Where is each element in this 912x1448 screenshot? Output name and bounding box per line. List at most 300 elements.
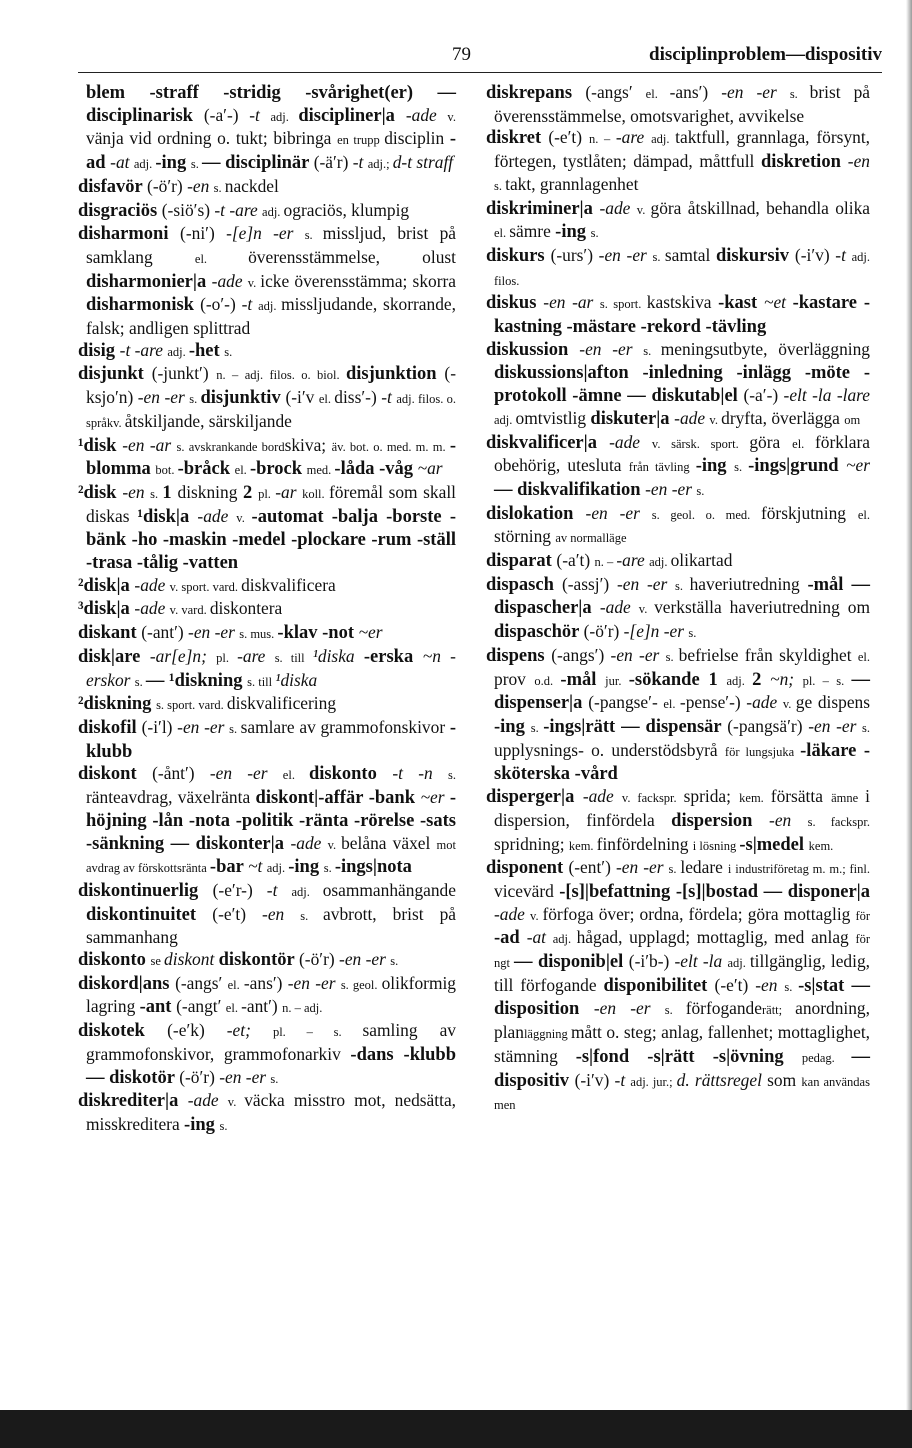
entry-label: v. sport. vard. xyxy=(169,579,242,594)
dictionary-entry xyxy=(78,1090,456,1137)
entry-text: olikformig lagring xyxy=(86,972,456,1017)
entry-label: adj. xyxy=(262,204,284,219)
entry-inflection: -en xyxy=(187,175,214,196)
entry-text: åtskiljande, särskiljande xyxy=(124,410,292,431)
entry-label: s. xyxy=(494,178,506,193)
entry-label: adj. xyxy=(651,132,676,147)
entry-headword: diskussions|afton -inledning -inlägg -möte -protokoll -ämne — diskutab|el xyxy=(494,363,870,407)
entry-text: vicevärd xyxy=(494,880,560,901)
dictionary-entry xyxy=(78,363,456,434)
dictionary-entry xyxy=(78,622,456,646)
entry-inflection: -[e]n -er xyxy=(623,621,689,642)
entry-label: pl. – s. xyxy=(272,1025,363,1040)
entry-headword: — ¹diskning xyxy=(145,670,248,691)
entry-inflection: -[e]n -er xyxy=(226,223,305,244)
entry-text: -ans′) xyxy=(669,82,722,102)
entry-label: el. xyxy=(645,87,670,101)
entry-label: kan användas men xyxy=(494,1074,870,1113)
entry-headword: -mål xyxy=(560,669,606,690)
entry-headword: ²disk|a xyxy=(78,575,135,596)
entry-text: förklara obehörig, utesluta xyxy=(494,431,870,476)
entry-label: el. xyxy=(225,1001,242,1016)
dictionary-entry xyxy=(486,82,870,127)
header-rule xyxy=(78,72,882,73)
entry-inflection: -en -er xyxy=(616,573,676,594)
dictionary-entry xyxy=(486,339,870,432)
entry-text: missljudande, skorrande, falsk; andligen splittrad xyxy=(86,294,456,339)
entry-label: s. sport. xyxy=(599,297,647,312)
entry-inflection: -elt -la xyxy=(674,951,728,972)
entry-headword: -ad xyxy=(86,129,457,174)
entry-label: s. xyxy=(789,87,810,101)
entry-label: adj. xyxy=(270,109,299,124)
entry-headword: disharmonisk xyxy=(86,295,201,316)
entry-text: göra xyxy=(749,431,793,452)
entry-text: (-angt′ xyxy=(176,996,226,1017)
entry-inflection: -en -er xyxy=(808,715,863,736)
entry-headword: -erska xyxy=(363,646,423,667)
scan-bottom-bar xyxy=(0,1410,912,1448)
entry-headword: diskurs xyxy=(486,245,551,266)
entry-headword: -låda -våg xyxy=(334,459,418,480)
running-title: disciplinproblem—dispositiv xyxy=(649,44,882,65)
entry-label: pl. xyxy=(216,650,238,665)
entry-headword: -bråck xyxy=(177,459,235,480)
entry-headword: dislokation xyxy=(486,503,586,524)
entry-headword: ²disk xyxy=(78,482,123,503)
entry-text: olikartad xyxy=(670,550,733,571)
entry-label: s. till xyxy=(247,674,276,689)
entry-inflection: -ade xyxy=(609,431,652,452)
entry-text: (-ånt′) xyxy=(152,763,210,784)
dictionary-entry xyxy=(78,200,456,224)
entry-label: s. xyxy=(300,908,324,923)
entry-label: el. xyxy=(857,507,870,522)
entry-label: för xyxy=(855,908,871,923)
entry-label: om xyxy=(844,412,861,427)
left-column xyxy=(78,82,456,1138)
entry-label: s. xyxy=(590,226,599,241)
entry-label: för ngt xyxy=(494,932,871,971)
entry-text: förskjutning xyxy=(760,502,858,523)
entry-headword: diskriminer|a xyxy=(486,198,600,219)
entry-inflection: -are xyxy=(616,550,650,571)
entry-inflection: -en -er xyxy=(137,387,190,408)
scan-edge-shadow xyxy=(906,0,912,1410)
entry-text: (-a′t) xyxy=(556,550,595,571)
entry-headword: disgraciös xyxy=(78,200,162,221)
entry-text: föremål som skall diskas xyxy=(86,481,456,526)
entry-text: (-i′b-) xyxy=(628,951,675,972)
entry-headword: -ings|grund xyxy=(748,456,847,477)
entry-headword: -s|stat — disposition xyxy=(494,975,870,1020)
entry-text: (-e′k) xyxy=(167,1020,227,1041)
entry-text: (-e′t) xyxy=(548,127,589,148)
entry-label: s. xyxy=(229,721,241,736)
entry-text: (-ö′r) xyxy=(179,1066,220,1087)
entry-text: (-ä′r) xyxy=(313,152,353,173)
entry-headword: diskretion xyxy=(761,152,848,173)
entry-label: v. xyxy=(327,837,342,852)
entry-headword: diskret xyxy=(486,128,549,149)
entry-label: med. xyxy=(306,463,335,478)
entry-inflection: ~er xyxy=(420,787,450,808)
entry-text: -pense′-) xyxy=(679,692,747,713)
entry-text: finfördelning xyxy=(596,833,693,854)
entry-text: -ans′) xyxy=(243,972,288,993)
entry-label: adj. xyxy=(727,956,750,971)
entry-inflection: ~n -erskor xyxy=(86,645,456,690)
entry-label: adj. xyxy=(494,412,516,427)
entry-inflection: -en xyxy=(122,481,151,502)
entry-inflection: -ade xyxy=(674,407,710,428)
entry-text: upplysnings- o. understödsbyrå xyxy=(494,739,725,760)
entry-headword: diskursiv xyxy=(715,245,795,266)
entry-text: störning xyxy=(494,526,556,547)
entry-label: mot avdrag av förskottsränta xyxy=(86,837,456,876)
entry-headword: -kast xyxy=(718,293,765,314)
entry-text: anordning, plan xyxy=(494,998,870,1043)
entry-inflection: -ar xyxy=(275,481,303,502)
entry-headword: diskord|ans xyxy=(78,973,176,994)
entry-text: ränteavdrag, växelränta xyxy=(86,787,256,808)
entry-label: av normalläge xyxy=(555,531,627,546)
entry-label: adj. xyxy=(258,299,282,314)
entry-text: (-ant′) xyxy=(141,622,189,643)
entry-text: (-ö′r) xyxy=(147,175,188,196)
entry-inflection: -are xyxy=(237,645,275,666)
entry-text: samling av grammofonskivor, grammofonarkiv xyxy=(86,1020,456,1064)
entry-inflection: -en -er xyxy=(219,1066,271,1087)
entry-text: samtal xyxy=(664,244,716,265)
entry-label: s. sport. vard. xyxy=(156,698,227,713)
entry-inflection: -en xyxy=(847,151,870,172)
entry-text: väcka misstro mot, nedsätta, misskreditera xyxy=(86,1090,457,1134)
entry-label: adj. xyxy=(266,861,289,876)
entry-text: göra åtskillnad, behandla olika xyxy=(650,197,871,218)
entry-text: omtvistlig xyxy=(515,407,591,428)
dictionary-entry xyxy=(78,949,456,973)
entry-headword: disjunkt xyxy=(78,364,152,385)
entry-headword: -klubb xyxy=(86,717,456,762)
entry-headword: -ant xyxy=(139,997,177,1018)
entry-label: o.d. xyxy=(534,673,561,688)
entry-label: s. xyxy=(304,228,323,243)
entry-inflection: -en xyxy=(769,809,808,830)
entry-text: nackdel xyxy=(224,175,279,196)
entry-text: diskvalificering xyxy=(226,693,337,714)
entry-label: v. xyxy=(236,510,252,525)
entry-label: s. xyxy=(643,343,661,358)
entry-inflection: -en -er xyxy=(188,622,240,643)
entry-label: s. xyxy=(696,483,705,498)
entry-headword: discipliner|a xyxy=(298,105,406,126)
entry-text: verkställa haveriutredning om xyxy=(654,597,870,618)
entry-headword: — dispenser|a xyxy=(494,669,870,714)
entry-label: bot. xyxy=(155,463,178,478)
entry-inflection: -en -er xyxy=(598,244,653,265)
entry-label: en trupp xyxy=(337,133,385,148)
entry-inflection: -en -er xyxy=(287,972,341,993)
entry-text: (-i′v) xyxy=(574,1069,615,1090)
entry-inflection: -et; xyxy=(226,1020,273,1041)
page-number: 79 xyxy=(452,44,471,65)
entry-text: i dispersion, finfördela xyxy=(494,786,871,830)
entry-inflection: ¹diska xyxy=(312,645,364,666)
entry-text: befrielse från skyldighet xyxy=(678,644,858,665)
dictionary-entry xyxy=(78,223,456,340)
entry-headword: disharmonier|a xyxy=(86,271,212,292)
entry-label: el. xyxy=(792,436,815,451)
entry-label: pl. xyxy=(258,486,276,501)
entry-inflection: -en xyxy=(262,903,301,924)
entry-headword: -het xyxy=(188,340,225,361)
entry-label: el. xyxy=(663,697,680,712)
entry-headword: disponibilitet xyxy=(603,975,715,996)
entry-headword: ¹disk|a xyxy=(137,506,198,527)
entry-label: el. xyxy=(494,226,510,241)
entry-inflection: ~et xyxy=(764,292,793,313)
entry-headword: disponent xyxy=(486,858,569,879)
entry-headword: dispersion xyxy=(671,810,770,831)
entry-inflection: -ade xyxy=(599,597,639,618)
dictionary-entry xyxy=(486,245,870,292)
entry-label: s. xyxy=(190,157,202,172)
entry-inflection: -en -er xyxy=(615,857,669,878)
entry-label: v. xyxy=(447,109,456,124)
entry-label: s. xyxy=(530,720,544,735)
dictionary-entry xyxy=(78,763,456,880)
entry-label: jur. xyxy=(605,673,629,688)
entry-headword: ¹disk xyxy=(78,435,123,456)
entry-text: samlare av grammofonskivor xyxy=(240,716,450,737)
entry-headword: diskonto xyxy=(308,764,393,785)
entry-label: s. xyxy=(150,486,163,501)
entry-text: (-pangsä′r) xyxy=(727,715,809,736)
dictionary-entry xyxy=(486,786,870,857)
dictionary-entry xyxy=(78,973,456,1020)
entry-headword: -ings|nota xyxy=(334,857,412,878)
entry-label: adj. xyxy=(133,157,156,172)
entry-label: s. xyxy=(862,720,871,735)
entry-inflection: -ade xyxy=(134,574,170,595)
entry-label: s. xyxy=(270,1071,279,1086)
entry-label: s. xyxy=(134,674,146,689)
entry-headword: -ing xyxy=(184,1114,220,1135)
entry-text: (-ö′r) xyxy=(583,621,624,642)
entry-inflection: -ade xyxy=(582,786,622,807)
entry-headword: diskontinuerlig xyxy=(78,880,213,901)
right-column xyxy=(486,82,870,1117)
entry-headword: disperger|a xyxy=(486,787,583,808)
entry-label: adj. xyxy=(649,555,671,570)
dictionary-entry xyxy=(486,503,870,550)
entry-label: adj. xyxy=(167,344,189,359)
entry-label: adj. xyxy=(552,932,577,947)
entry-inflection: -en -ar xyxy=(543,292,600,313)
entry-inflection: ~n; xyxy=(770,668,803,689)
entry-text: (-angs′ xyxy=(175,972,228,993)
entry-text: (-e′r-) xyxy=(212,879,267,900)
entry-text: belåna växel xyxy=(341,832,437,853)
entry-label: i lösning xyxy=(692,838,740,853)
entry-text: (-junkt′) xyxy=(151,363,217,384)
entry-label: el. xyxy=(282,768,309,783)
entry-headword: -blomma xyxy=(86,435,456,480)
entry-headword: diskontinuitet xyxy=(86,904,213,925)
entry-headword: dispens xyxy=(486,645,552,666)
entry-text: sprida; xyxy=(683,786,740,807)
entry-text: (-e′t) xyxy=(212,903,263,924)
entry-text: (-o′-) xyxy=(200,294,242,315)
entry-headword: -dans -klubb — diskotör xyxy=(86,1044,456,1088)
entry-label: s. xyxy=(688,626,697,641)
entry-text: (-e′t) xyxy=(714,974,756,995)
entry-label: adj. jur.; xyxy=(630,1074,677,1089)
entry-label: n. – adj. xyxy=(282,1001,323,1016)
entry-headword: -ing xyxy=(695,456,735,477)
dictionary-entry xyxy=(486,645,870,786)
entry-text: (-angs′ xyxy=(585,82,646,102)
entry-text: ledare xyxy=(680,857,728,878)
entry-label: el. xyxy=(234,463,250,478)
entry-text: tillgänglig, ledig, till förfogande xyxy=(494,951,871,995)
entry-inflection: -t -n xyxy=(392,763,448,784)
entry-text: disciplin xyxy=(384,128,450,149)
entry-headword: diskrediter|a xyxy=(78,1091,188,1112)
entry-text: diss′-) xyxy=(334,387,382,408)
entry-inflection: d. rättsregel xyxy=(676,1069,768,1090)
entry-headword: -brock xyxy=(249,459,307,480)
entry-inflection: -t xyxy=(381,387,397,408)
entry-label: pedag. xyxy=(801,1050,852,1065)
entry-headword: dispaschör xyxy=(494,622,584,643)
entry-label: läggning xyxy=(523,1027,571,1042)
entry-label: v. xyxy=(782,697,796,712)
entry-inflection: -t xyxy=(241,294,259,315)
entry-inflection: -ade xyxy=(290,832,328,853)
entry-headword: -[s]|befattning -[s]|bostad — disponer|a xyxy=(559,881,870,902)
entry-label: adj. filos. o. språkv. xyxy=(86,392,456,430)
entry-text: missljud, brist på samklang xyxy=(86,223,456,267)
entry-inflection: -are xyxy=(615,127,652,148)
entry-label: s. xyxy=(675,578,690,593)
dictionary-entry xyxy=(78,1020,456,1090)
entry-inflection: -ade xyxy=(494,903,530,924)
entry-inflection: -en -er xyxy=(585,502,652,523)
entry-label: s. till xyxy=(274,650,313,665)
entry-headword: -höjning -lån -nota -politik -ränta -rörelse -sats -sänkning — diskonter|a xyxy=(86,788,457,854)
entry-inflection: -ade xyxy=(405,104,448,125)
entry-inflection: -at xyxy=(526,927,553,948)
entry-label: pl. – s. xyxy=(802,673,852,688)
dictionary-entry xyxy=(78,340,456,364)
entry-headword: diskus xyxy=(486,293,544,314)
entry-text: (-angs′) xyxy=(551,644,611,665)
entry-text: takt, grannlagenhet xyxy=(505,173,639,194)
entry-text: icke överensstämma; skorra xyxy=(260,270,457,291)
entry-label: adj.; xyxy=(367,157,393,172)
entry-text: (-assj′) xyxy=(561,573,617,594)
entry-inflection: -elt -la -lare xyxy=(783,385,870,406)
entry-label: s. xyxy=(323,861,335,876)
dictionary-entry xyxy=(486,198,870,245)
entry-text: sämre xyxy=(509,221,556,242)
entry-label: el. xyxy=(857,649,870,664)
entry-headword: -ing xyxy=(288,857,324,878)
entry-text: (-i′v xyxy=(285,387,319,408)
entry-text: mått o. steg; anlag, fallenhet; mottaglighet, stämning xyxy=(494,1022,870,1066)
entry-headword: -ad xyxy=(494,928,527,949)
entry-label: adj. xyxy=(726,673,753,688)
entry-label: s. geol. o. med. xyxy=(651,507,761,522)
entry-label: n. – xyxy=(588,132,616,147)
entry-label: v. xyxy=(636,202,651,217)
entry-inflection: -ade xyxy=(211,270,248,291)
entry-label: el. xyxy=(194,251,249,266)
entry-headword: -s|fond -s|rätt -s|övning xyxy=(575,1046,802,1067)
entry-inflection: diskont xyxy=(164,949,219,970)
entry-headword: diskont xyxy=(78,764,153,785)
entry-text: (-siö′s) xyxy=(161,199,215,220)
entry-inflection: -t -are xyxy=(119,339,168,360)
entry-label: s. xyxy=(447,768,456,783)
entry-label: kem. xyxy=(808,838,834,853)
entry-label: s. xyxy=(665,649,679,664)
entry-label: koll. xyxy=(302,486,329,501)
dictionary-entry xyxy=(78,598,456,622)
entry-label: el. xyxy=(227,977,244,992)
dictionary-entry xyxy=(78,717,456,763)
entry-text: som xyxy=(767,1069,802,1090)
entry-label: v. xyxy=(638,602,655,617)
entry-headword: -mål — dispascher|a xyxy=(494,574,870,619)
entry-inflection: -en -er xyxy=(579,338,644,359)
entry-headword: dispasch xyxy=(486,574,562,595)
entry-label: n. – xyxy=(594,555,617,570)
entry-text: (-urs′) xyxy=(550,244,599,265)
entry-text: förfoga över; ordna, fördela; göra mottaglig xyxy=(542,903,856,924)
dictionary-entry xyxy=(78,880,456,949)
entry-label: s. xyxy=(189,392,201,407)
entry-headword: ²diskning xyxy=(78,694,157,715)
entry-text: skiva; xyxy=(284,434,332,455)
entry-headword: 1 xyxy=(162,482,178,503)
entry-text: (-i′l) xyxy=(141,716,178,737)
entry-label: v. xyxy=(530,908,543,923)
entry-text: (-ö′r) xyxy=(299,949,340,970)
dictionary-entry xyxy=(78,82,456,176)
entry-headword: — disponib|el xyxy=(513,952,629,973)
entry-text: (-a′-) xyxy=(203,104,250,125)
dictionary-entry xyxy=(486,127,870,197)
entry-headword: -ing xyxy=(155,153,191,174)
entry-headword: -ing xyxy=(494,716,531,737)
entry-label: s. avskrankande bord xyxy=(176,439,285,454)
entry-label: s. xyxy=(652,249,665,264)
entry-inflection: -t xyxy=(614,1069,631,1090)
entry-headword: -s|medel xyxy=(739,834,809,855)
entry-inflection: -en -ar xyxy=(122,434,177,455)
entry-inflection: -ade xyxy=(197,505,237,526)
entry-inflection: -t xyxy=(352,152,368,173)
entry-inflection: -ade xyxy=(746,692,783,713)
entry-headword: disjunktion xyxy=(346,364,445,385)
entry-label: ämne xyxy=(831,791,866,806)
entry-headword: disharmoni xyxy=(78,224,181,245)
entry-headword: -läkare -sköterska -vård xyxy=(494,740,871,785)
entry-label: s. xyxy=(664,1003,686,1018)
